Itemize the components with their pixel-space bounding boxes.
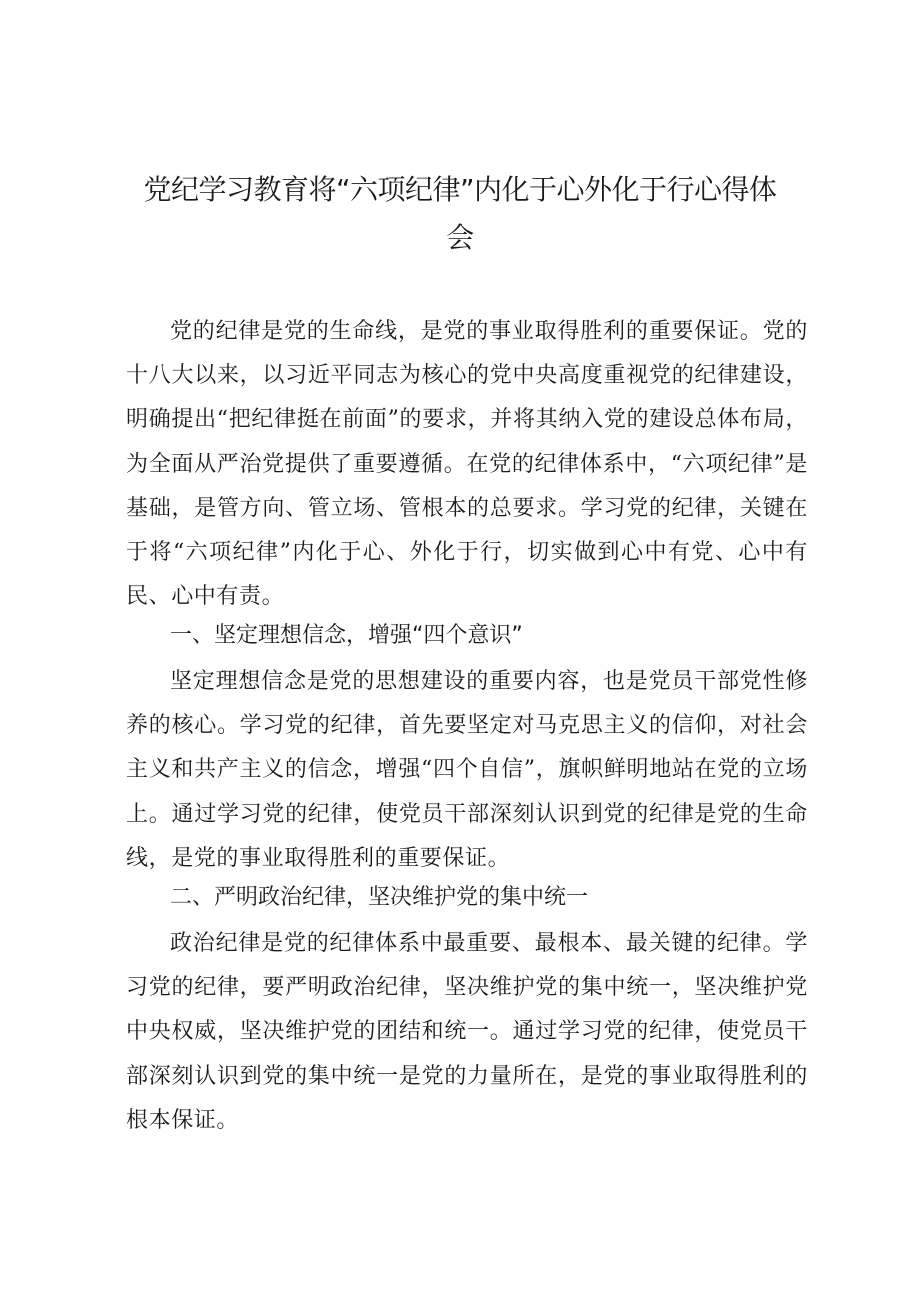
- section-heading-1: 一、坚定理想信念，增强“四个意识”: [170, 623, 523, 648]
- section-heading-2: 二、严明政治纪律，坚决维护党的集中统一: [170, 885, 589, 910]
- section-2-paragraph: 政治纪律是党的纪律体系中最重要、最根本、最关键的纪律。学习党的纪律，要严明政治纪律，坚决维护党的集中统一，坚决维护党中央权威，坚决维护党的团结和统一。通过学习党的纪律，使党员干部深刻认识到党的集中统一是党的力量所在，是党的事业取得胜利的根本保证。: [126, 931, 808, 1133]
- section-1-paragraph: 坚定理想信念是党的思想建设的重要内容，也是党员干部党性修养的核心。学习党的纪律，首先要坚定对马克思主义的信仰，对社会主义和共产主义的信念，增强“四个自信”，旗帜鲜明地站在党的立场上。通过学习党的纪律，使党员干部深刻认识到党的纪律是党的生命线，是党的事业取得胜利的重要保证。: [126, 669, 808, 871]
- document-title: 党纪学习教育将“六项纪律”内化于心外化于行心得体会: [143, 173, 777, 254]
- intro-paragraph: 党的纪律是党的生命线，是党的事业取得胜利的重要保证。党的十八大以来，以习近平同志为核心的党中央高度重视党的纪律建设，明确提出“把纪律挺在前面”的要求，并将其纳入党的建设总体布局，为全面从严治党提供了重要遵循。在党的纪律体系中，“六项纪律”是基础，是管方向、管立场、管根本的总要求。学习党的纪律，关键在于将“六项纪律”内化于心、外化于行，切实做到心中有党、心中有民、心中有责。: [126, 319, 808, 610]
